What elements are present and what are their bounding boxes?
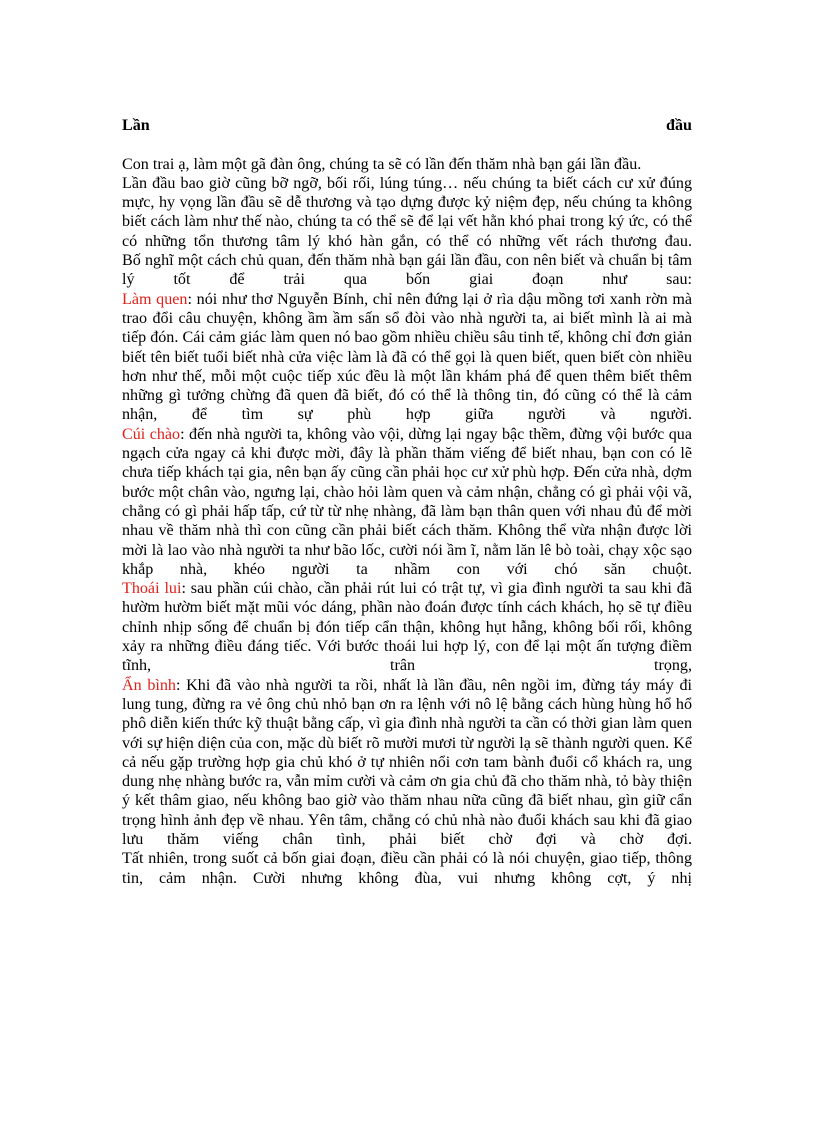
stage-keyword: Cúi chào xyxy=(122,425,181,443)
stage-text: : sau phần cúi chào, cần phải rút lui có trật tự, vì gia đình người ta sau khi đã hườm hườm biết mặt mũi vóc dáng, phần nào đoán được tính cách khách, họ sẽ tự điều chỉnh nhịp sống để chuẩn bị đón tiếp cẩn thận, không hụt hẫng, không bối rối, không xảy ra những điều đáng tiếc. Với bước thoái lui hợp lý, con để lại một ấn tượng điềm tĩnh, trân trọng, xyxy=(122,580,692,675)
title-word-2: đầu xyxy=(666,117,692,134)
intro-paragraph-3: Bố nghĩ một cách chủ quan, đến thăm nhà bạn gái lần đầu, con nên biết và chuẩn bị tâm lý tốt để trải qua bốn giai đoạn như sau: xyxy=(122,252,692,289)
stage-keyword: Làm quen xyxy=(122,290,188,308)
stage-text: : nói như thơ Nguyễn Bính, chỉ nên đứng lại ở rìa dậu mồng tơi xanh rờn mà trao đổi câu chuyện, không ầm ầm sấn sổ đòi vào nhà người ta, ai biết mình là ai mà tiếp đón. Cái cảm giác làm quen nó bao gồm nhiều chiều sâu tinh tế, không chỉ đơn giản biết tên biết tuổi biết nhà cửa việc làm là đã có thể gọi là quen biết, quen biết còn nhiều hơn như thế, mỗi một cuộc tiếp xúc đều là một lần khám phá để quen thêm biết thêm những gì tưởng chừng đã quen đã biết, đó có thể là thông tin, đó cũng có thể là cảm nhận, để tìm sự phù hợp giữa người và người. xyxy=(122,290,692,424)
stage-paragraph-cui-chao xyxy=(122,425,692,579)
stage-paragraph-thoai-lui xyxy=(122,579,692,675)
title-word-1: Lần xyxy=(122,117,150,134)
intro-paragraph-1: Con trai ạ, làm một gã đàn ông, chúng ta sẽ có lần đến thăm nhà bạn gái lần đầu. xyxy=(122,155,642,173)
stage-text: : Khi đã vào nhà người ta rồi, nhất là lần đầu, nên ngồi im, đừng táy máy đi lung tung, đừng ra vẻ ông chủ nhỏ bạn ơn ra lệnh với nô lệ bằng cách hùng hùng hổ hổ phô diễn kiến thức kỹ thuật bằng cấp, vì gia đình nhà người ta cần có thời gian làm quen với sự hiện diện của con, mặc dù biết rõ mười mươi từ người lạ sẽ thành người quen. Kể cả nếu gặp trường hợp gia chủ khó ở tự nhiên nổi cơn tam bành đuổi cổ khách ra, ung dung nhẹ nhàng bước ra, vẫn mỉm cười và cảm ơn gia chủ đã cho thăm nhà, tỏ bày thiện ý kết thâm giao, nếu không bao giờ vào thăm nhau nữa cũng đã biết nhau, gìn giữ cẩn trọng hình ảnh đẹp về nhau. Yên tâm, chẳng có chủ nhà nào đuổi khách sau khi đã giao lưu thăm viếng chân tình, phải biết chờ đợi và chờ đợi. xyxy=(122,676,692,848)
stage-paragraph-an-binh xyxy=(122,676,692,850)
stage-paragraph-lam-quen xyxy=(122,290,692,425)
stage-text: : đến nhà người ta, không vào vội, dừng lại ngay bậc thềm, đừng vội bước qua ngạch cửa ngay cả khi được mời, đây là phần thăm viếng để biết nhau, bạn con có lẽ chưa tiếp khách tại gia, nên bạn ấy cũng cần phải học cư xử phù hợp. Đến cửa nhà, dợm bước một chân vào, ngưng lại, chào hỏi làm quen và cảm nhận, chẳng có gì phải vội vã, chẳng có gì phải hấp tấp, cứ từ từ nhẹ nhàng, đã làm bạn thân quen với nhau đủ để mời nhau về thăm nhà thì con cũng cần phải biết cách thăm. Không thể vừa nhận được lời mời là lao vào nhà người ta như bão lốc, cười nói ầm ĩ, nằm lăn lê bò toài, chạy xộc sạo khắp nhà, khéo người ta nhầm con với chó săn chuột. xyxy=(122,425,692,578)
document-page xyxy=(122,116,692,888)
stage-keyword: Thoái lui xyxy=(122,580,182,598)
intro-paragraph-2: Lần đầu bao giờ cũng bỡ ngỡ, bối rối, lúng túng… nếu chúng ta biết cách cư xử đúng mực, hy vọng lần đầu sẽ dễ thương và tạo dựng được kỷ niệm đẹp, nếu chúng ta không biết cách làm như thế nào, chúng ta có thể sẽ để lại vết hằn khó phai trong ký ức, có thể có những tổn thương tâm lý khó hàn gắn, có thể có những vết rách thương đau. xyxy=(122,174,692,250)
stage-keyword: Ẩn bình xyxy=(122,676,176,694)
document-title xyxy=(122,116,692,135)
closing-paragraph: Tất nhiên, trong suốt cả bốn giai đoạn, điều cần phải có là nói chuyện, giao tiếp, thông tin, cảm nhận. Cười nhưng không đùa, vui nhưng không cợt, ý nhị xyxy=(122,850,692,887)
